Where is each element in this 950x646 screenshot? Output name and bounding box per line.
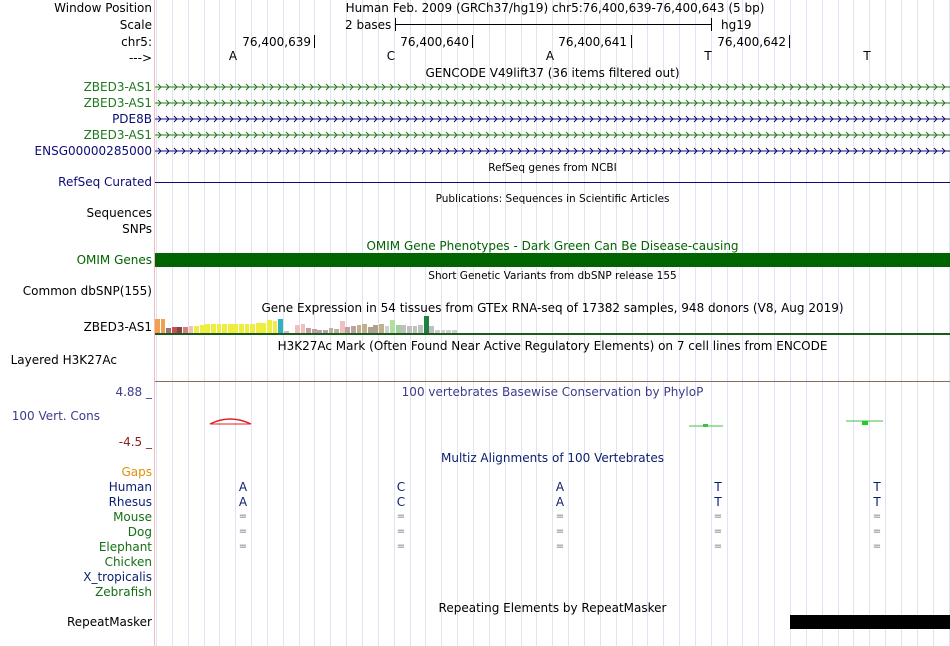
rmsk-track-title[interactable]: Repeating Elements by RepeatMasker	[438, 601, 667, 615]
pubs-track-title[interactable]: Publications: Sequences in Scientific Articles	[435, 193, 670, 205]
gencode-item-label[interactable]: PDE8B	[112, 112, 152, 126]
species-label-mouse: Mouse	[113, 510, 152, 524]
gencode-item-label[interactable]: ZBED3-AS1	[83, 80, 152, 94]
gtex-tissue-bar[interactable]	[245, 324, 250, 333]
alignment-base: =	[713, 541, 723, 552]
omim-gene-bar[interactable]	[155, 253, 950, 267]
track-label-column	[0, 0, 154, 646]
track-canvas[interactable]	[155, 0, 950, 646]
alignment-base: C	[396, 495, 406, 509]
gtex-tissue-bar[interactable]	[205, 324, 210, 333]
gtex-tissue-bar[interactable]	[401, 325, 406, 333]
gtex-tissue-bar[interactable]	[273, 321, 278, 333]
alignment-base: =	[555, 541, 565, 552]
gaps-label: Gaps	[121, 465, 152, 479]
alignment-base: =	[396, 541, 406, 552]
alignment-base: T	[873, 495, 881, 509]
gtex-tissue-bar[interactable]	[373, 325, 378, 333]
gtex-track-label[interactable]: ZBED3-AS1	[83, 320, 152, 334]
scale-bar-line	[395, 24, 712, 25]
gtex-tissue-bar[interactable]	[362, 324, 367, 333]
position-tick-label: 76,400,639	[242, 35, 311, 49]
alignment-base: =	[872, 541, 882, 552]
gtex-tissue-bar[interactable]	[301, 324, 306, 333]
gtex-tissue-bar[interactable]	[194, 326, 199, 333]
gtex-tissue-bar[interactable]	[217, 324, 222, 333]
pubs-snps-label[interactable]: SNPs	[122, 222, 152, 236]
alignment-base: C	[396, 480, 406, 494]
gencode-gene-row[interactable]	[155, 80, 950, 94]
ref-base: C	[386, 49, 396, 63]
position-tick-label: 76,400,640	[400, 35, 469, 49]
alignment-base: =	[872, 511, 882, 522]
phylop-signal	[155, 410, 950, 430]
phylop-mark	[703, 424, 708, 427]
gtex-tissue-bar[interactable]	[189, 326, 194, 333]
scale-bar-right-cap	[711, 18, 712, 31]
gtex-tissue-bar[interactable]	[161, 319, 166, 333]
h3k27ac-track-label[interactable]: Layered H3K27Ac	[10, 353, 117, 367]
gtex-baseline	[155, 333, 950, 335]
gtex-expression-bars[interactable]	[155, 316, 950, 333]
gtex-tissue-bar[interactable]	[357, 325, 362, 333]
gtex-track-title[interactable]: Gene Expression in 54 tissues from GTEx RNA-seq of 17382 samples, 948 donors (V8, Aug 2019)	[261, 301, 844, 315]
gtex-tissue-bar[interactable]	[228, 324, 233, 333]
alignment-base: =	[396, 526, 406, 537]
phylop-min-label: -4.5 _	[118, 435, 152, 449]
gtex-tissue-bar[interactable]	[385, 326, 390, 333]
gtex-tissue-bar[interactable]	[340, 321, 345, 333]
refseq-track-label[interactable]: RefSeq Curated	[58, 175, 152, 189]
alignment-base: =	[396, 511, 406, 522]
alignment-base: =	[872, 526, 882, 537]
alignment-base: =	[238, 541, 248, 552]
gtex-tissue-bar[interactable]	[222, 324, 227, 333]
position-tick	[789, 35, 790, 48]
gencode-item-label[interactable]: ZBED3-AS1	[83, 96, 152, 110]
scale-bar-text: 2 bases	[345, 18, 392, 32]
position-tick	[631, 35, 632, 48]
pubs-sequences-label[interactable]: Sequences	[86, 206, 152, 220]
alignment-base: A	[555, 480, 565, 494]
gtex-tissue-bar[interactable]	[390, 320, 395, 333]
h3k27ac-baseline	[155, 381, 950, 382]
ref-base: A	[228, 49, 238, 63]
gtex-tissue-bar[interactable]	[351, 326, 356, 333]
rmsk-track-label[interactable]: RepeatMasker	[66, 615, 152, 629]
h3k27ac-track-title[interactable]: H3K27Ac Mark (Often Found Near Active Regulatory Elements) on 7 cell lines from ENCODE	[277, 339, 828, 353]
refseq-gene-line[interactable]	[155, 182, 950, 183]
alignment-base: T	[714, 495, 722, 509]
species-label-dog: Dog	[127, 525, 152, 539]
phylop-mark	[862, 421, 868, 425]
gtex-tissue-bar[interactable]	[413, 326, 418, 333]
gtex-tissue-bar[interactable]	[239, 324, 244, 333]
omim-track-label[interactable]: OMIM Genes	[76, 253, 152, 267]
assembly-label: hg19	[721, 18, 752, 32]
gtex-tissue-bar[interactable]	[233, 324, 238, 333]
alignment-base: T	[714, 480, 722, 494]
window-position-value: Human Feb. 2009 (GRCh37/hg19) chr5:76,400,639-76,400,643 (5 bp)	[345, 1, 765, 15]
multiz-track-title[interactable]: Multiz Alignments of 100 Vertebrates	[440, 451, 665, 465]
gtex-tissue-bar[interactable]	[261, 323, 266, 333]
alignment-base: A	[238, 480, 248, 494]
alignment-base: =	[238, 526, 248, 537]
strand-label: --->	[128, 51, 152, 65]
species-label-zebrafish: Zebrafish	[95, 585, 152, 599]
gtex-tissue-bar[interactable]	[396, 325, 401, 333]
gtex-tissue-bar[interactable]	[155, 319, 160, 333]
gencode-track-title[interactable]: GENCODE V49lift37 (36 items filtered out)	[425, 66, 680, 80]
position-tick	[472, 35, 473, 48]
repeat-element-block[interactable]	[790, 615, 950, 629]
ref-base: T	[863, 49, 871, 63]
gencode-item-label[interactable]: ZBED3-AS1	[83, 128, 152, 142]
gtex-tissue-bar[interactable]	[211, 324, 216, 333]
position-tick	[314, 35, 315, 48]
gtex-tissue-bar[interactable]	[295, 325, 300, 333]
gtex-tissue-bar[interactable]	[407, 326, 412, 333]
ref-base: A	[545, 49, 555, 63]
alignment-base: A	[555, 495, 565, 509]
alignment-base: T	[873, 480, 881, 494]
gtex-tissue-bar[interactable]	[278, 319, 283, 333]
chrom-label: chr5:	[121, 35, 152, 49]
gencode-gene-row[interactable]	[155, 96, 950, 110]
omim-track-title[interactable]: OMIM Gene Phenotypes - Dark Green Can Be Disease-causing	[366, 239, 739, 253]
position-tick-label: 76,400,641	[558, 35, 627, 49]
species-label-chicken: Chicken	[104, 555, 152, 569]
window-position-label: Window Position	[54, 1, 152, 15]
phylop-track-label[interactable]: 100 Vert. Cons	[11, 409, 100, 423]
phylop-max-label: 4.88 _	[115, 385, 152, 399]
gencode-item-label[interactable]: ENSG00000285000	[34, 144, 152, 158]
gtex-tissue-bar[interactable]	[424, 316, 429, 333]
phylop-track-title[interactable]: 100 vertebrates Basewise Conservation by PhyloP	[401, 385, 704, 399]
gencode-gene-row[interactable]	[155, 128, 950, 142]
species-label-xtropicalis: X_tropicalis	[83, 570, 152, 584]
dbsnp-track-title[interactable]: Short Genetic Variants from dbSNP release 155	[428, 270, 677, 282]
gtex-tissue-bar[interactable]	[429, 326, 434, 333]
ref-base: T	[704, 49, 712, 63]
phylop-peak	[210, 419, 251, 424]
gtex-tissue-bar[interactable]	[250, 324, 255, 333]
gencode-gene-row[interactable]	[155, 144, 950, 158]
gtex-tissue-bar[interactable]	[418, 325, 423, 333]
species-label-human: Human	[108, 480, 152, 494]
alignment-base: A	[238, 495, 248, 509]
scale-label: Scale	[119, 18, 152, 32]
dbsnp-track-label[interactable]: Common dbSNP(155)	[22, 284, 152, 298]
position-tick-label: 76,400,642	[717, 35, 786, 49]
species-label-rhesus: Rhesus	[108, 495, 152, 509]
alignment-base: =	[555, 511, 565, 522]
gtex-tissue-bar[interactable]	[379, 324, 384, 333]
gtex-tissue-bar[interactable]	[256, 323, 261, 333]
alignment-base: =	[713, 526, 723, 537]
gencode-gene-row[interactable]	[155, 112, 950, 126]
gtex-tissue-bar[interactable]	[267, 320, 272, 333]
refseq-track-title[interactable]: RefSeq genes from NCBI	[488, 162, 617, 174]
alignment-base: =	[555, 526, 565, 537]
gtex-tissue-bar[interactable]	[200, 325, 205, 333]
alignment-base: =	[238, 511, 248, 522]
alignment-base: =	[713, 511, 723, 522]
species-label-elephant: Elephant	[98, 540, 152, 554]
